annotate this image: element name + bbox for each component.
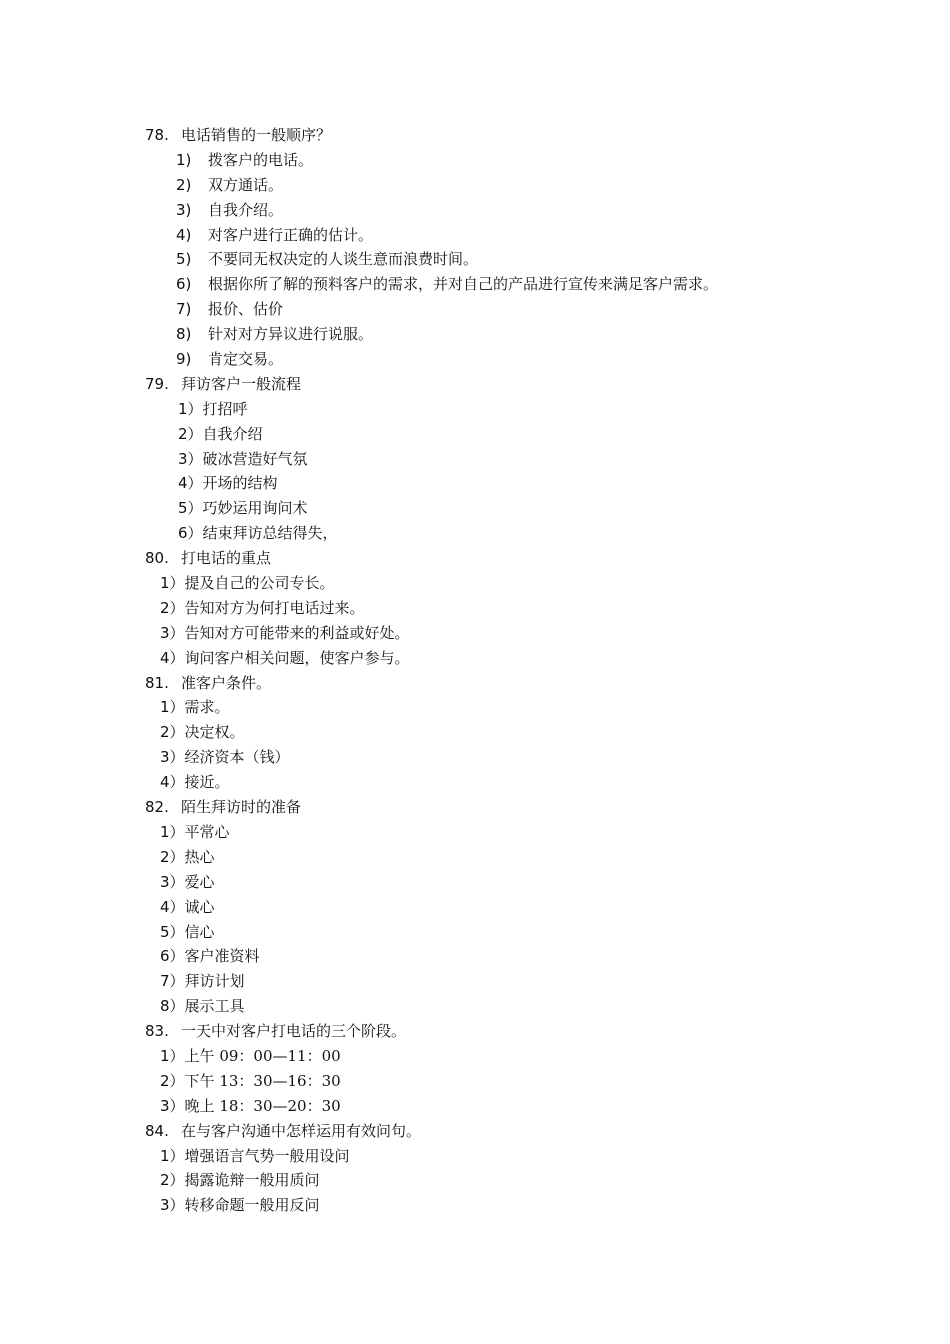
list-item bbox=[145, 969, 905, 994]
section-title: 打电话的重点 bbox=[181, 549, 272, 568]
list-item-text: 拨客户的电话。 bbox=[208, 150, 314, 169]
list-item bbox=[145, 422, 905, 447]
list-item-text: 平常心 bbox=[184, 822, 230, 841]
list-item-text: 开场的结构 bbox=[202, 474, 278, 493]
list-item bbox=[145, 173, 905, 198]
list-item-text: 拜访计划 bbox=[184, 972, 245, 991]
list-item bbox=[145, 447, 905, 472]
list-item bbox=[145, 596, 905, 621]
section-number: 79. bbox=[145, 374, 169, 393]
list-item-index: 2） bbox=[178, 424, 203, 443]
list-item-index: 1） bbox=[160, 822, 185, 841]
list-item-text: 经济资本（钱） bbox=[184, 748, 290, 767]
list-item-text: 展示工具 bbox=[184, 997, 245, 1016]
list-item-index: 1) bbox=[176, 150, 192, 169]
list-item bbox=[145, 1069, 905, 1094]
section-number: 81. bbox=[145, 673, 169, 692]
section-heading bbox=[145, 795, 905, 820]
section-number: 80. bbox=[145, 549, 169, 568]
section-heading bbox=[145, 1119, 905, 1144]
list-item bbox=[145, 1193, 905, 1218]
list-item bbox=[145, 720, 905, 745]
list-item bbox=[145, 1168, 905, 1193]
list-item bbox=[145, 895, 905, 920]
list-item-text: 告知对方可能带来的利益或好处。 bbox=[184, 623, 410, 642]
list-item-index: 4） bbox=[160, 897, 185, 916]
section-heading bbox=[145, 671, 905, 696]
list-item-text: 根据你所了解的预料客户的需求，并对自己的产品进行宣传来满足客户需求。 bbox=[208, 275, 719, 294]
list-item bbox=[145, 1144, 905, 1169]
list-item-index: 2） bbox=[160, 1071, 185, 1090]
section-title: 准客户条件。 bbox=[181, 673, 272, 692]
list-item-index: 8） bbox=[160, 997, 185, 1016]
section-number: 82. bbox=[145, 798, 169, 817]
section-heading bbox=[145, 1019, 905, 1044]
list-item-index: 2） bbox=[160, 723, 185, 742]
list-item bbox=[145, 845, 905, 870]
list-item-index: 4） bbox=[160, 773, 185, 792]
list-item bbox=[145, 695, 905, 720]
list-item-index: 2） bbox=[160, 847, 185, 866]
list-item bbox=[145, 297, 905, 322]
list-item-text: 巧妙运用询问术 bbox=[202, 499, 308, 518]
list-item-text: 客户准资料 bbox=[184, 947, 260, 966]
list-item-index: 6） bbox=[178, 524, 203, 543]
list-item bbox=[145, 496, 905, 521]
list-item-index: 1） bbox=[160, 1046, 185, 1065]
list-item-index: 4） bbox=[178, 474, 203, 493]
list-item bbox=[145, 1044, 905, 1069]
list-item bbox=[145, 770, 905, 795]
list-item bbox=[145, 745, 905, 770]
list-item-text: 自我介绍。 bbox=[208, 200, 284, 219]
document-body bbox=[145, 123, 905, 1218]
list-item bbox=[145, 272, 905, 297]
list-item-index: 6) bbox=[176, 275, 192, 294]
list-item-text: 破冰营造好气氛 bbox=[202, 449, 308, 468]
list-item-text: 告知对方为何打电话过来。 bbox=[184, 598, 365, 617]
list-item-index: 3) bbox=[176, 200, 192, 219]
list-item-index: 7） bbox=[160, 972, 185, 991]
list-item-index: 1） bbox=[160, 574, 185, 593]
list-item-text: 双方通话。 bbox=[208, 175, 284, 194]
list-item-index: 6） bbox=[160, 947, 185, 966]
list-item-index: 3） bbox=[160, 623, 185, 642]
list-item bbox=[145, 397, 905, 422]
list-item-index: 2） bbox=[160, 598, 185, 617]
list-item-text: 需求。 bbox=[184, 698, 230, 717]
list-item-text: 下午 13：30—16：30 bbox=[184, 1071, 341, 1090]
list-item-index: 1） bbox=[160, 698, 185, 717]
list-item-text: 接近。 bbox=[184, 773, 230, 792]
list-item bbox=[145, 247, 905, 272]
list-item bbox=[145, 621, 905, 646]
list-item-index: 2） bbox=[160, 1171, 185, 1190]
list-item-text: 询问客户相关问题，使客户参与。 bbox=[184, 648, 410, 667]
list-item bbox=[145, 198, 905, 223]
list-item bbox=[145, 148, 905, 173]
list-item bbox=[145, 870, 905, 895]
list-item-index: 4) bbox=[176, 225, 192, 244]
list-item bbox=[145, 1094, 905, 1119]
list-item bbox=[145, 820, 905, 845]
list-item-index: 2) bbox=[176, 175, 192, 194]
list-item-index: 9) bbox=[176, 350, 192, 369]
list-item-text: 信心 bbox=[184, 922, 215, 941]
section-title: 一天中对客户打电话的三个阶段。 bbox=[181, 1022, 407, 1041]
section-title: 拜访客户一般流程 bbox=[181, 374, 302, 393]
list-item-index: 3） bbox=[178, 449, 203, 468]
list-item-index: 7) bbox=[176, 300, 192, 319]
list-item-index: 5) bbox=[176, 250, 192, 269]
list-item-index: 3） bbox=[160, 872, 185, 891]
list-item-index: 5） bbox=[160, 922, 185, 941]
list-item-index: 3） bbox=[160, 1196, 185, 1215]
list-item-text: 晚上 18：30—20：30 bbox=[184, 1096, 341, 1115]
list-item bbox=[145, 322, 905, 347]
list-item-text: 决定权。 bbox=[184, 723, 245, 742]
list-item-text: 不要同无权决定的人谈生意而浪费时间。 bbox=[208, 250, 479, 269]
list-item-text: 结束拜访总结得失， bbox=[202, 524, 338, 543]
section-heading bbox=[145, 546, 905, 571]
list-item-text: 热心 bbox=[184, 847, 215, 866]
list-item bbox=[145, 347, 905, 372]
section-title: 在与客户沟通中怎样运用有效问句。 bbox=[181, 1121, 422, 1140]
list-item-index: 3） bbox=[160, 1096, 185, 1115]
list-item-text: 针对对方异议进行说服。 bbox=[208, 325, 374, 344]
list-item-text: 转移命题一般用反问 bbox=[184, 1196, 320, 1215]
list-item-text: 报价、估价 bbox=[208, 300, 284, 319]
list-item-text: 肯定交易。 bbox=[208, 350, 284, 369]
list-item-index: 1） bbox=[160, 1146, 185, 1165]
section-number: 78. bbox=[145, 126, 169, 144]
list-item bbox=[145, 471, 905, 496]
list-item bbox=[145, 944, 905, 969]
list-item-index: 1） bbox=[178, 399, 203, 418]
list-item-text: 打招呼 bbox=[202, 399, 248, 418]
list-item bbox=[145, 571, 905, 596]
list-item bbox=[145, 223, 905, 248]
list-item-text: 提及自己的公司专长。 bbox=[184, 574, 335, 593]
list-item-text: 揭露诡辩一般用质问 bbox=[184, 1171, 320, 1190]
list-item-text: 爱心 bbox=[184, 872, 215, 891]
list-item bbox=[145, 920, 905, 945]
list-item-index: 5） bbox=[178, 499, 203, 518]
list-item-index: 4） bbox=[160, 648, 185, 667]
list-item bbox=[145, 994, 905, 1019]
list-item-text: 增强语言气势一般用设问 bbox=[184, 1146, 350, 1165]
section-title: 陌生拜访时的准备 bbox=[181, 798, 302, 817]
list-item-index: 8) bbox=[176, 325, 192, 344]
list-item-text: 自我介绍 bbox=[202, 424, 263, 443]
section-number: 84. bbox=[145, 1121, 169, 1140]
section-heading bbox=[145, 372, 905, 397]
list-item-text: 上午 09：00—11：00 bbox=[184, 1046, 341, 1065]
list-item bbox=[145, 646, 905, 671]
list-item-text: 诚心 bbox=[184, 897, 215, 916]
list-item bbox=[145, 521, 905, 546]
list-item-index: 3） bbox=[160, 748, 185, 767]
section-number: 83. bbox=[145, 1022, 169, 1041]
list-item-text: 对客户进行正确的估计。 bbox=[208, 225, 374, 244]
section-title: 电话销售的一般顺序？ bbox=[181, 126, 332, 144]
section-heading bbox=[145, 123, 905, 148]
